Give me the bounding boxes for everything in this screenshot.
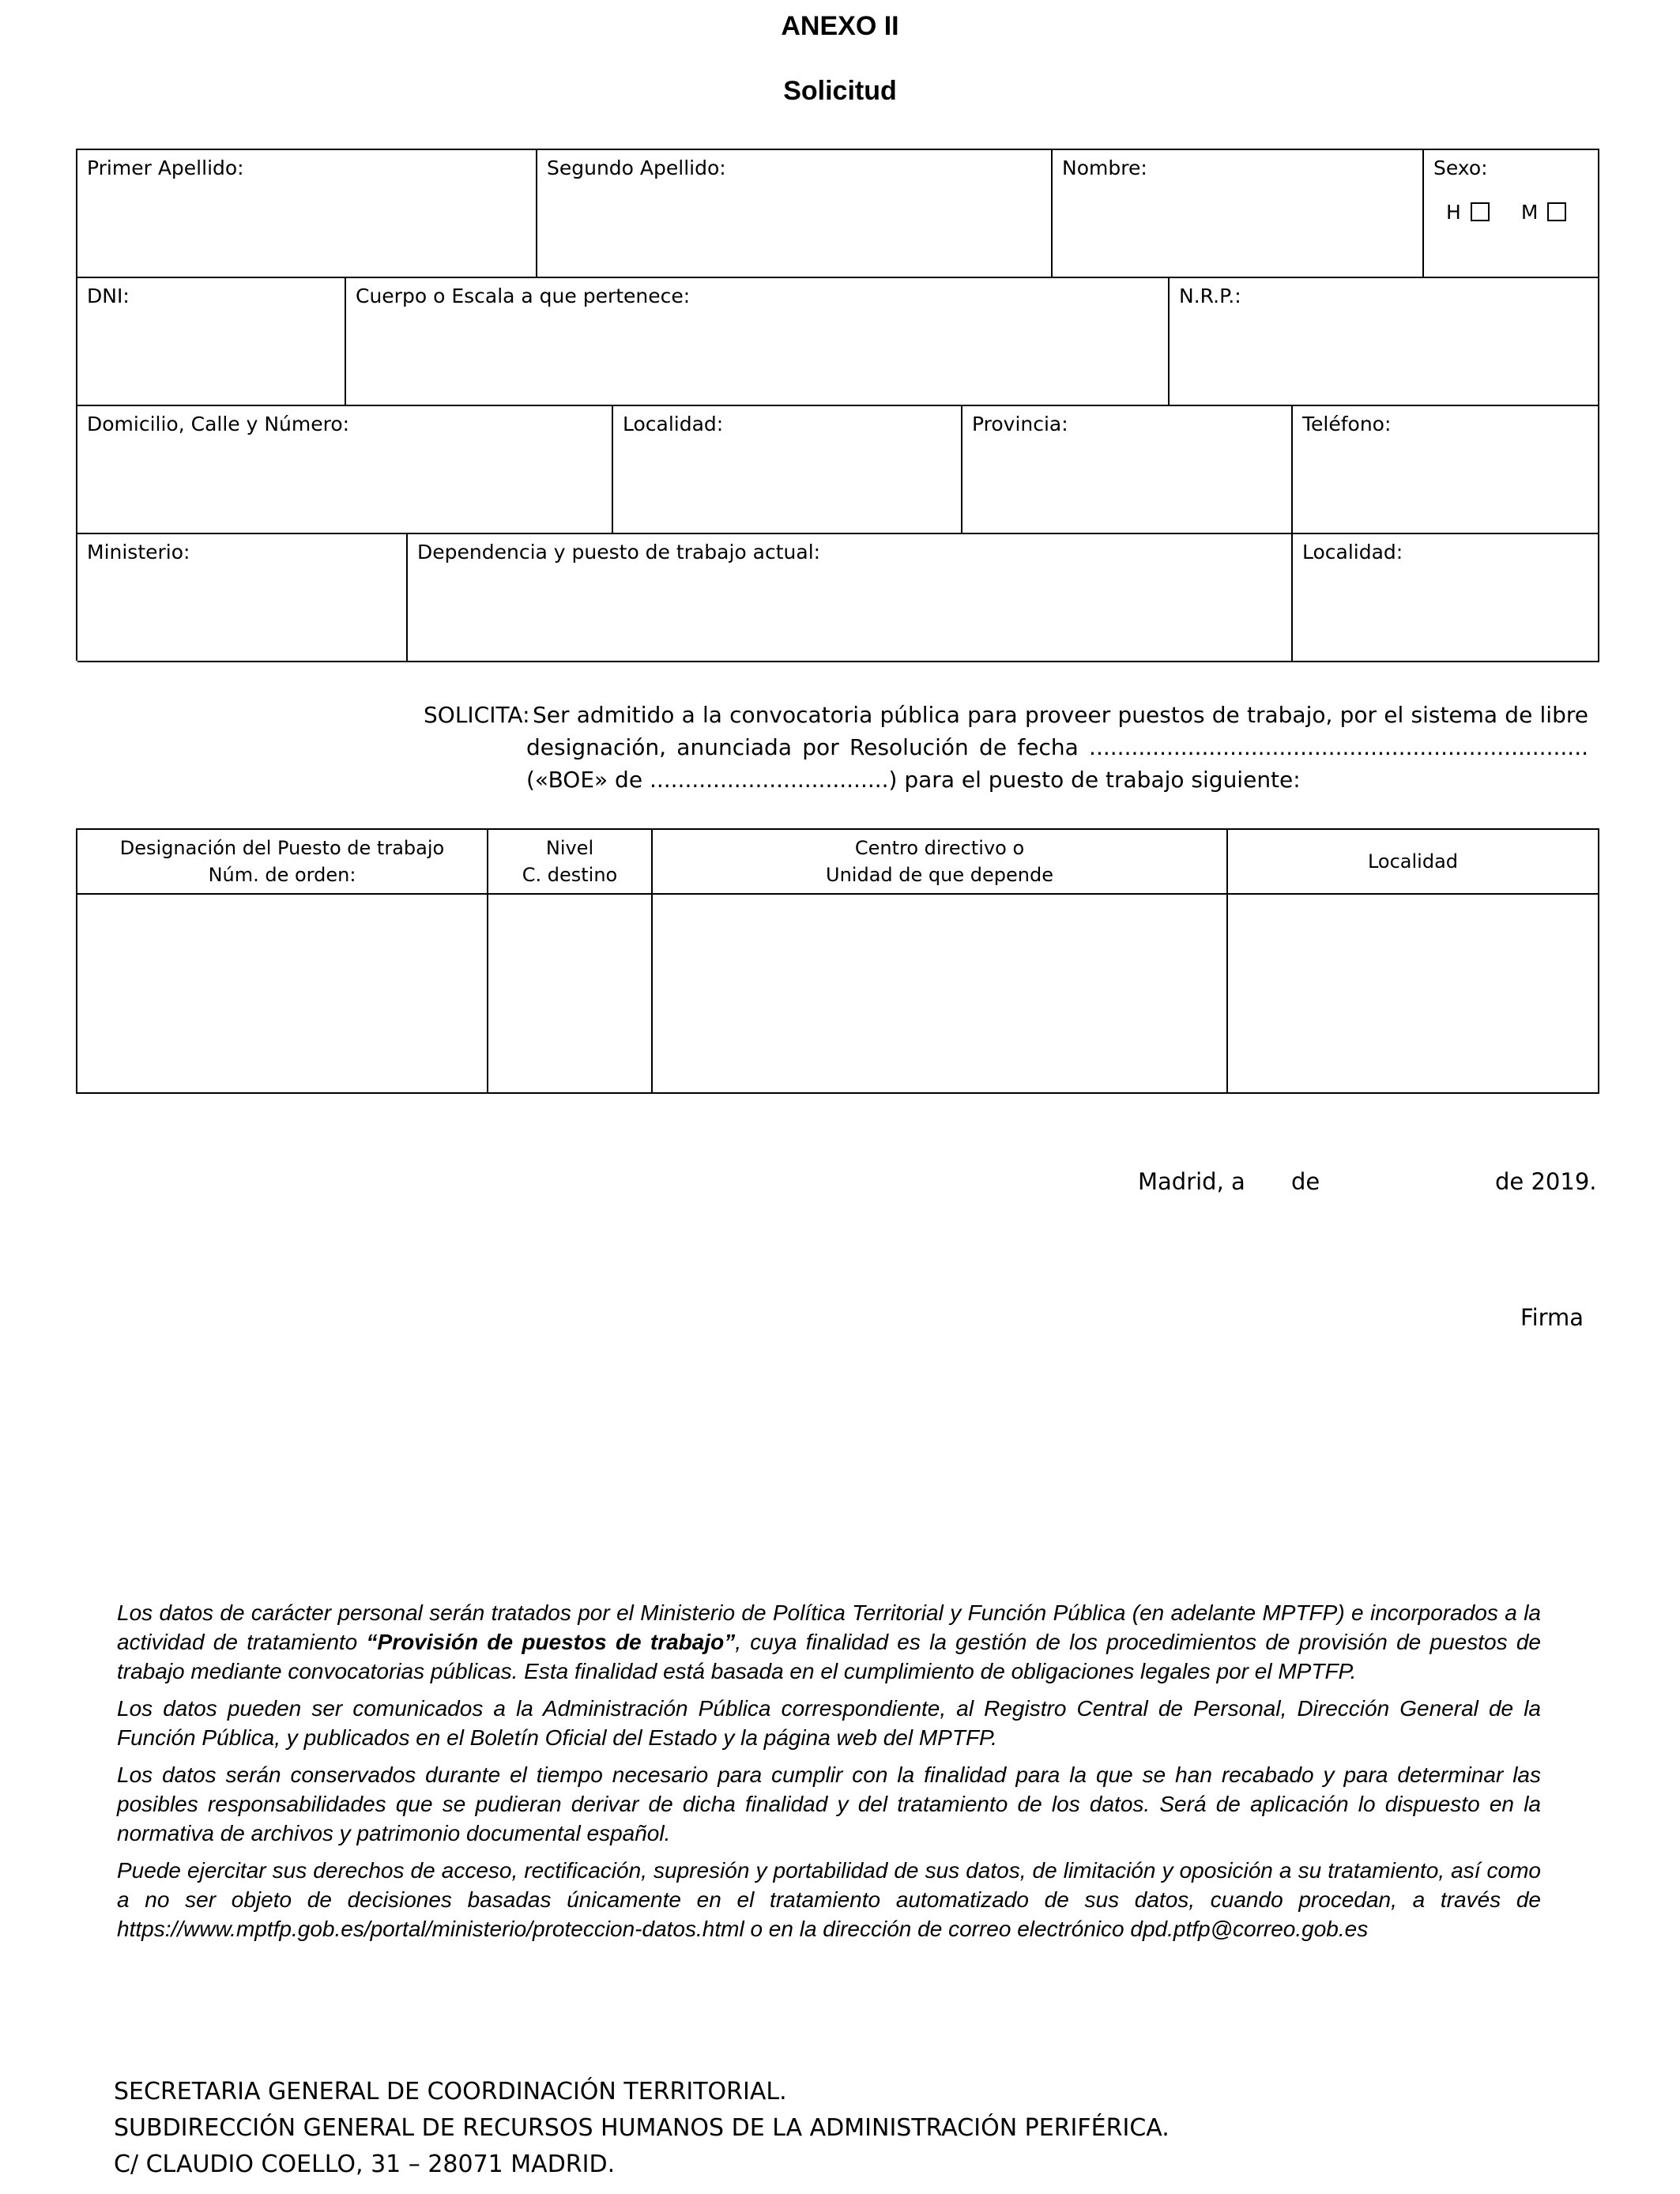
field-nrp[interactable] [1170,278,1599,406]
label-nrp: N.R.P.: [1179,285,1241,307]
solicita-line-2: designación, anunciada por Resolución de fecha ....................................................................... [526,734,1588,760]
label-sexo-h: H [1446,201,1461,224]
cell-designacion[interactable] [77,895,487,1094]
label-segundo-apellido: Segundo Apellido: [547,156,726,179]
column-centro [653,830,1228,1094]
label-primer-apellido: Primer Apellido: [87,156,244,179]
field-cuerpo[interactable] [346,278,1170,406]
header-centro-line-1: Centro directivo o [854,837,1025,859]
position-table [76,828,1599,1094]
header-localidad [1228,830,1598,895]
date-de: de [1291,1168,1320,1195]
label-sexo: Sexo: [1433,156,1488,179]
solicita-label: SOLICITA: [424,702,530,728]
personal-data-grid [76,149,1599,661]
label-dependencia: Dependencia y puesto de trabajo actual: [417,541,821,564]
label-localidad-actual: Localidad: [1302,541,1403,564]
label-nombre: Nombre: [1062,156,1147,179]
field-provincia[interactable] [962,406,1293,534]
header-designacion-line-1: Designación del Puesto de trabajo [119,837,445,859]
footer-line-1: SECRETARIA GENERAL DE COORDINACIÓN TERRITORIAL. [114,2078,787,2105]
cell-nivel[interactable] [488,895,651,1094]
column-designacion [77,830,488,1094]
column-localidad [1228,830,1599,1094]
header-nivel [488,830,651,895]
privacy-p1-b: , cuya finalidad es la gestión de los procedimientos de provisión de puestos de trabajo mediante convocatorias públicas. Esta finalidad está basada en el cumplimiento de obligaciones legales por el MPTFP. [117,1630,1541,1683]
label-dni: DNI: [87,285,130,307]
privacy-paragraph-4: Puede ejercitar sus derechos de acceso, rectificación, supresión y portabilidad de sus datos, de limitación y oposición a su tratamiento, así como a no ser objeto de decisiones basadas únicamente en el tratamiento automatizado de sus datos, cuando procedan, a través de https://www.mptfp.gob.es/portal/ministerio/proteccion-datos.html o en la dirección de correo electrónico dpd.ptfp@correo.gob.es [117,1858,1541,1941]
privacy-paragraph-1 [117,1598,1541,1686]
header-centro [653,830,1226,895]
footer-address [114,2074,1170,2183]
privacy-p1-bold: “Provisión de puestos de trabajo” [366,1630,736,1654]
header-localidad-text: Localidad [1367,850,1459,873]
field-dni[interactable] [77,278,346,406]
label-telefono: Teléfono: [1302,413,1392,435]
field-localidad[interactable] [613,406,962,534]
date-place: Madrid, a [1138,1168,1245,1195]
footer-line-3: C/ CLAUDIO COELLO, 31 – 28071 MADRID. [114,2151,616,2178]
cell-localidad[interactable] [1228,895,1598,1094]
footer-line-2: SUBDIRECCIÓN GENERAL DE RECURSOS HUMANOS DE LA ADMINISTRACIÓN PERIFÉRICA. [114,2114,1170,2142]
field-primer-apellido[interactable] [77,150,537,278]
checkbox-sexo-m[interactable] [1547,202,1566,221]
privacy-p1-a: Los datos de carácter personal serán tratados por el Ministerio de Política Territorial y Función Pública (en adelante MPTFP) e incorporados a la actividad de tratamiento [117,1600,1541,1654]
header-designacion [77,830,487,895]
privacy-paragraph-3: Los datos serán conservados durante el tiempo necesario para cumplir con la finalidad para la que se han recabado y para determinar las posibles responsabilidades que se pudieran derivar de dicha finalidad y del tratamiento de los datos. Será de aplicación lo dispuesto en la normativa de archivos y patrimonio documental español. [117,1762,1541,1845]
privacy-paragraph-2: Los datos pueden ser comunicados a la Administración Pública correspondiente, al Registro Central de Personal, Dirección General de la Función Pública, y publicados en el Boletín Oficial del Estado y la página web del MPTFP. [117,1696,1541,1750]
column-nivel [488,830,653,1094]
privacy-notice [117,1598,1541,1951]
date-year: de 2019. [1495,1168,1597,1195]
label-sexo-m: M [1520,201,1539,224]
field-localidad-actual[interactable] [1293,534,1599,662]
annex-title: ANEXO II [781,11,899,41]
field-segundo-apellido[interactable] [537,150,1053,278]
row-address [77,406,1599,534]
label-provincia: Provincia: [972,413,1068,435]
label-ministerio: Ministerio: [87,541,190,564]
checkbox-sexo-h[interactable] [1471,202,1490,221]
field-telefono[interactable] [1293,406,1599,534]
solicita-paragraph [424,699,1588,801]
solicita-line-3: («BOE» de ..................................) para el puesto de trabajo siguiente: [526,767,1301,793]
header-nivel-line-2: C. destino [522,864,618,886]
field-domicilio[interactable] [77,406,613,534]
label-cuerpo: Cuerpo o Escala a que pertenece: [356,285,691,307]
row-dni [77,278,1599,406]
row-job [77,534,1599,662]
field-sexo [1424,150,1599,278]
page-title: Solicitud [783,76,897,106]
header-centro-line-2: Unidad de que depende [826,864,1053,886]
header-designacion-line-2: Núm. de orden: [208,864,356,886]
solicita-line-1: Ser admitido a la convocatoria pública para proveer puestos de trabajo, por el sistema de libre [533,702,1588,728]
cell-centro[interactable] [653,895,1226,1094]
field-nombre[interactable] [1053,150,1424,278]
label-domicilio: Domicilio, Calle y Número: [87,413,350,435]
signature-label: Firma [1520,1304,1584,1331]
label-localidad: Localidad: [623,413,724,435]
sexo-options [1446,201,1566,224]
field-ministerio[interactable] [77,534,408,662]
header-nivel-line-1: Nivel [545,837,594,859]
row-names [77,150,1599,278]
field-dependencia[interactable] [408,534,1293,662]
